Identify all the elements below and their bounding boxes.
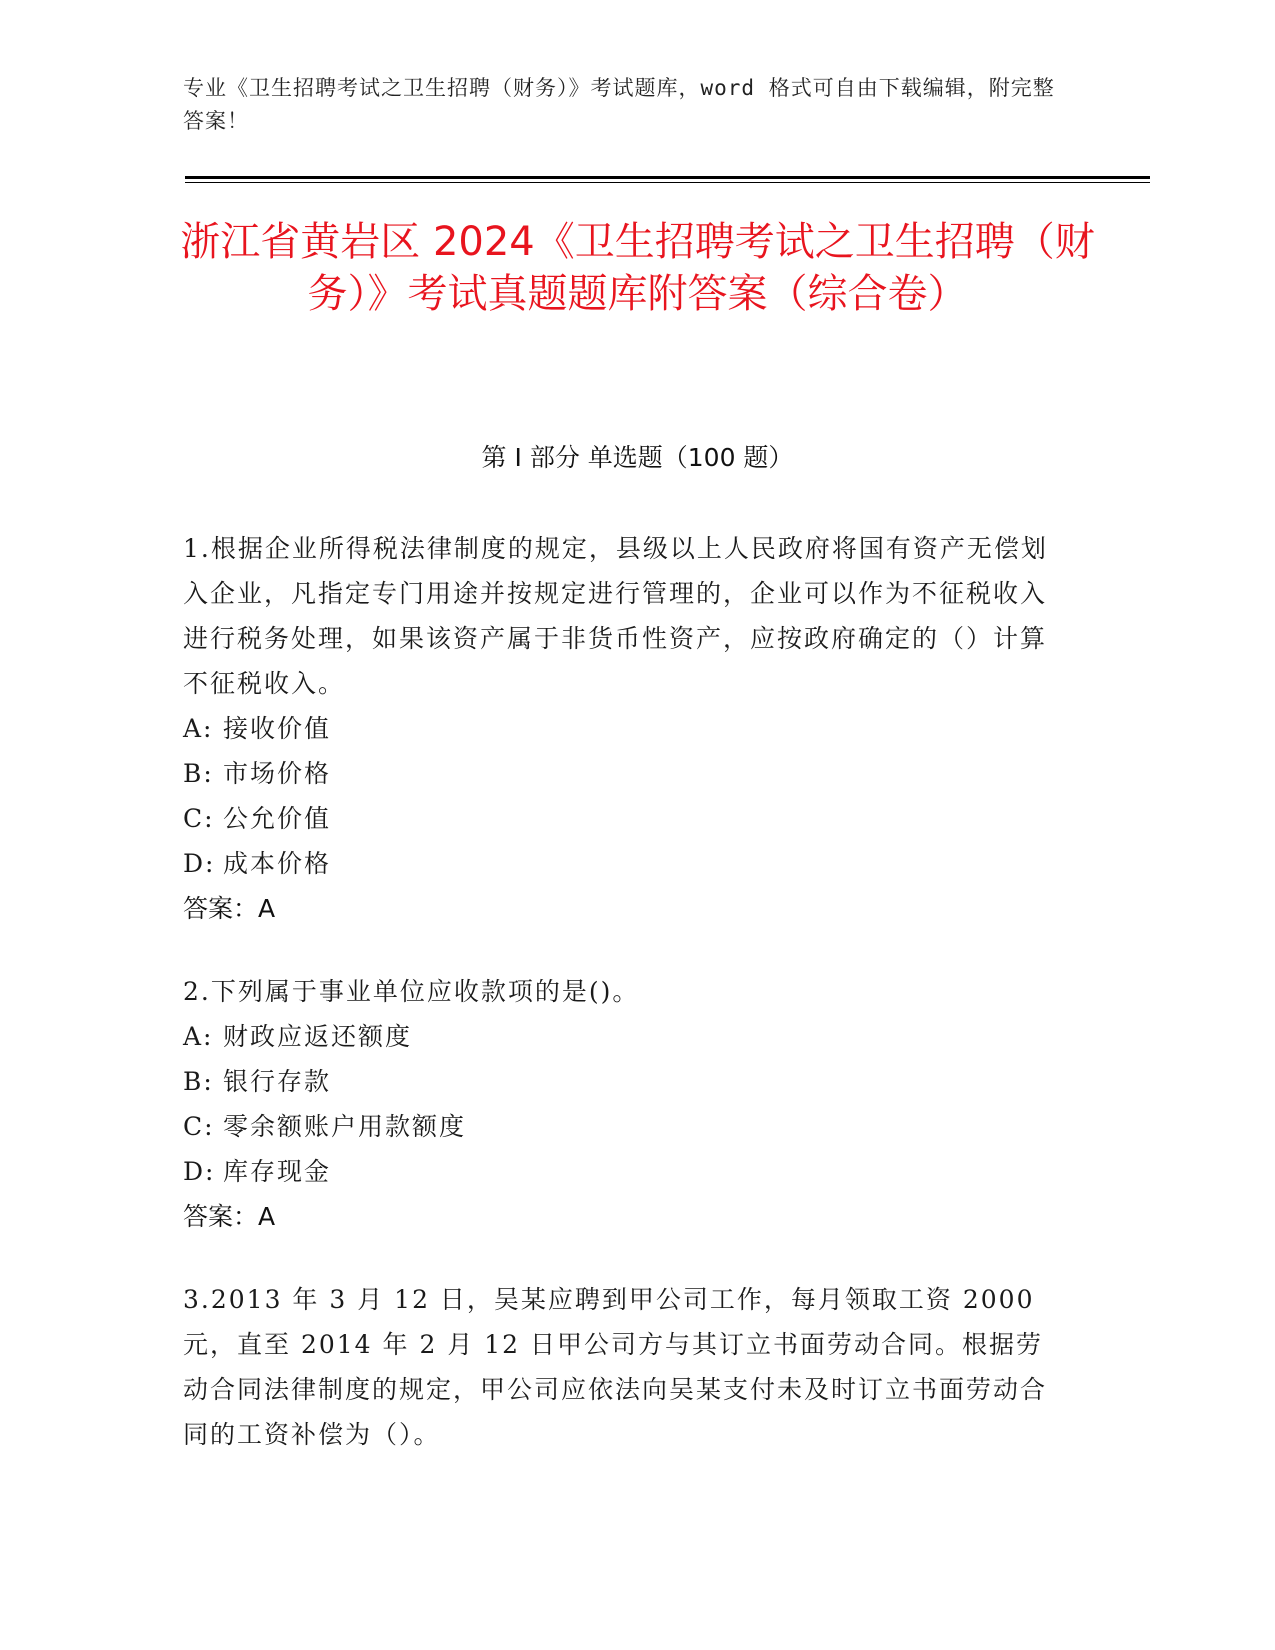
option-b	[183, 751, 1063, 796]
option-c	[183, 796, 1063, 841]
header-note: 专业《卫生招聘考试之卫生招聘（财务）》考试题库，word 格式可自由下载编辑，附完整答案！	[183, 76, 1055, 133]
option-a	[183, 1014, 1063, 1059]
question-text: 3.2013 年 3 月 12 日，吴某应聘到甲公司工作，每月领取工资 2000 元，直至 2014 年 2 月 12 日甲公司方与其订立书面劳动合同。根据劳动合同法律制度的规定，甲公司应依法向吴某支付未及时订立书面劳动合同的工资补偿为（）。	[183, 1285, 1048, 1449]
document-title: 浙江省黄岩区 2024《卫生招聘考试之卫生招聘（财务）》考试真题题库附答案（综合卷）	[180, 219, 1095, 317]
option-key: C:	[183, 804, 215, 833]
header-rule-thick	[185, 176, 1150, 179]
option-text: 接收价值	[223, 714, 332, 743]
option-text: 零余额账户用款额度	[223, 1112, 467, 1141]
option-text: 库存现金	[223, 1157, 332, 1186]
header-rule-thin	[185, 182, 1150, 183]
question-3	[183, 1277, 1063, 1457]
answer-line: 答案：A	[183, 1202, 276, 1231]
option-key: D:	[183, 1157, 216, 1186]
question-list	[183, 526, 1063, 1495]
option-c	[183, 1104, 1063, 1149]
option-text: 市场价格	[223, 759, 332, 788]
question-text: 1.根据企业所得税法律制度的规定，县级以上人民政府将国有资产无偿划入企业，凡指定专门用途并按规定进行管理的，企业可以作为不征税收入进行税务处理，如果该资产属于非货币性资产，应按政府确定的（）计算不征税收入。	[183, 534, 1048, 698]
section-heading: 第 I 部分 单选题（100 题）	[481, 443, 794, 472]
option-b	[183, 1059, 1063, 1104]
option-key: B:	[183, 1067, 214, 1096]
option-d	[183, 841, 1063, 886]
answer-line: 答案：A	[183, 894, 276, 923]
option-d	[183, 1149, 1063, 1194]
option-text: 成本价格	[223, 849, 332, 878]
option-key: D:	[183, 849, 216, 878]
option-key: A:	[183, 1022, 214, 1051]
option-key: C:	[183, 1112, 215, 1141]
option-a	[183, 706, 1063, 751]
option-text: 公允价值	[223, 804, 332, 833]
option-text: 财政应返还额度	[223, 1022, 413, 1051]
question-text: 2.下列属于事业单位应收款项的是()。	[183, 977, 640, 1006]
option-key: A:	[183, 714, 214, 743]
question-1	[183, 526, 1063, 931]
option-key: B:	[183, 759, 214, 788]
question-2	[183, 969, 1063, 1239]
option-text: 银行存款	[223, 1067, 332, 1096]
